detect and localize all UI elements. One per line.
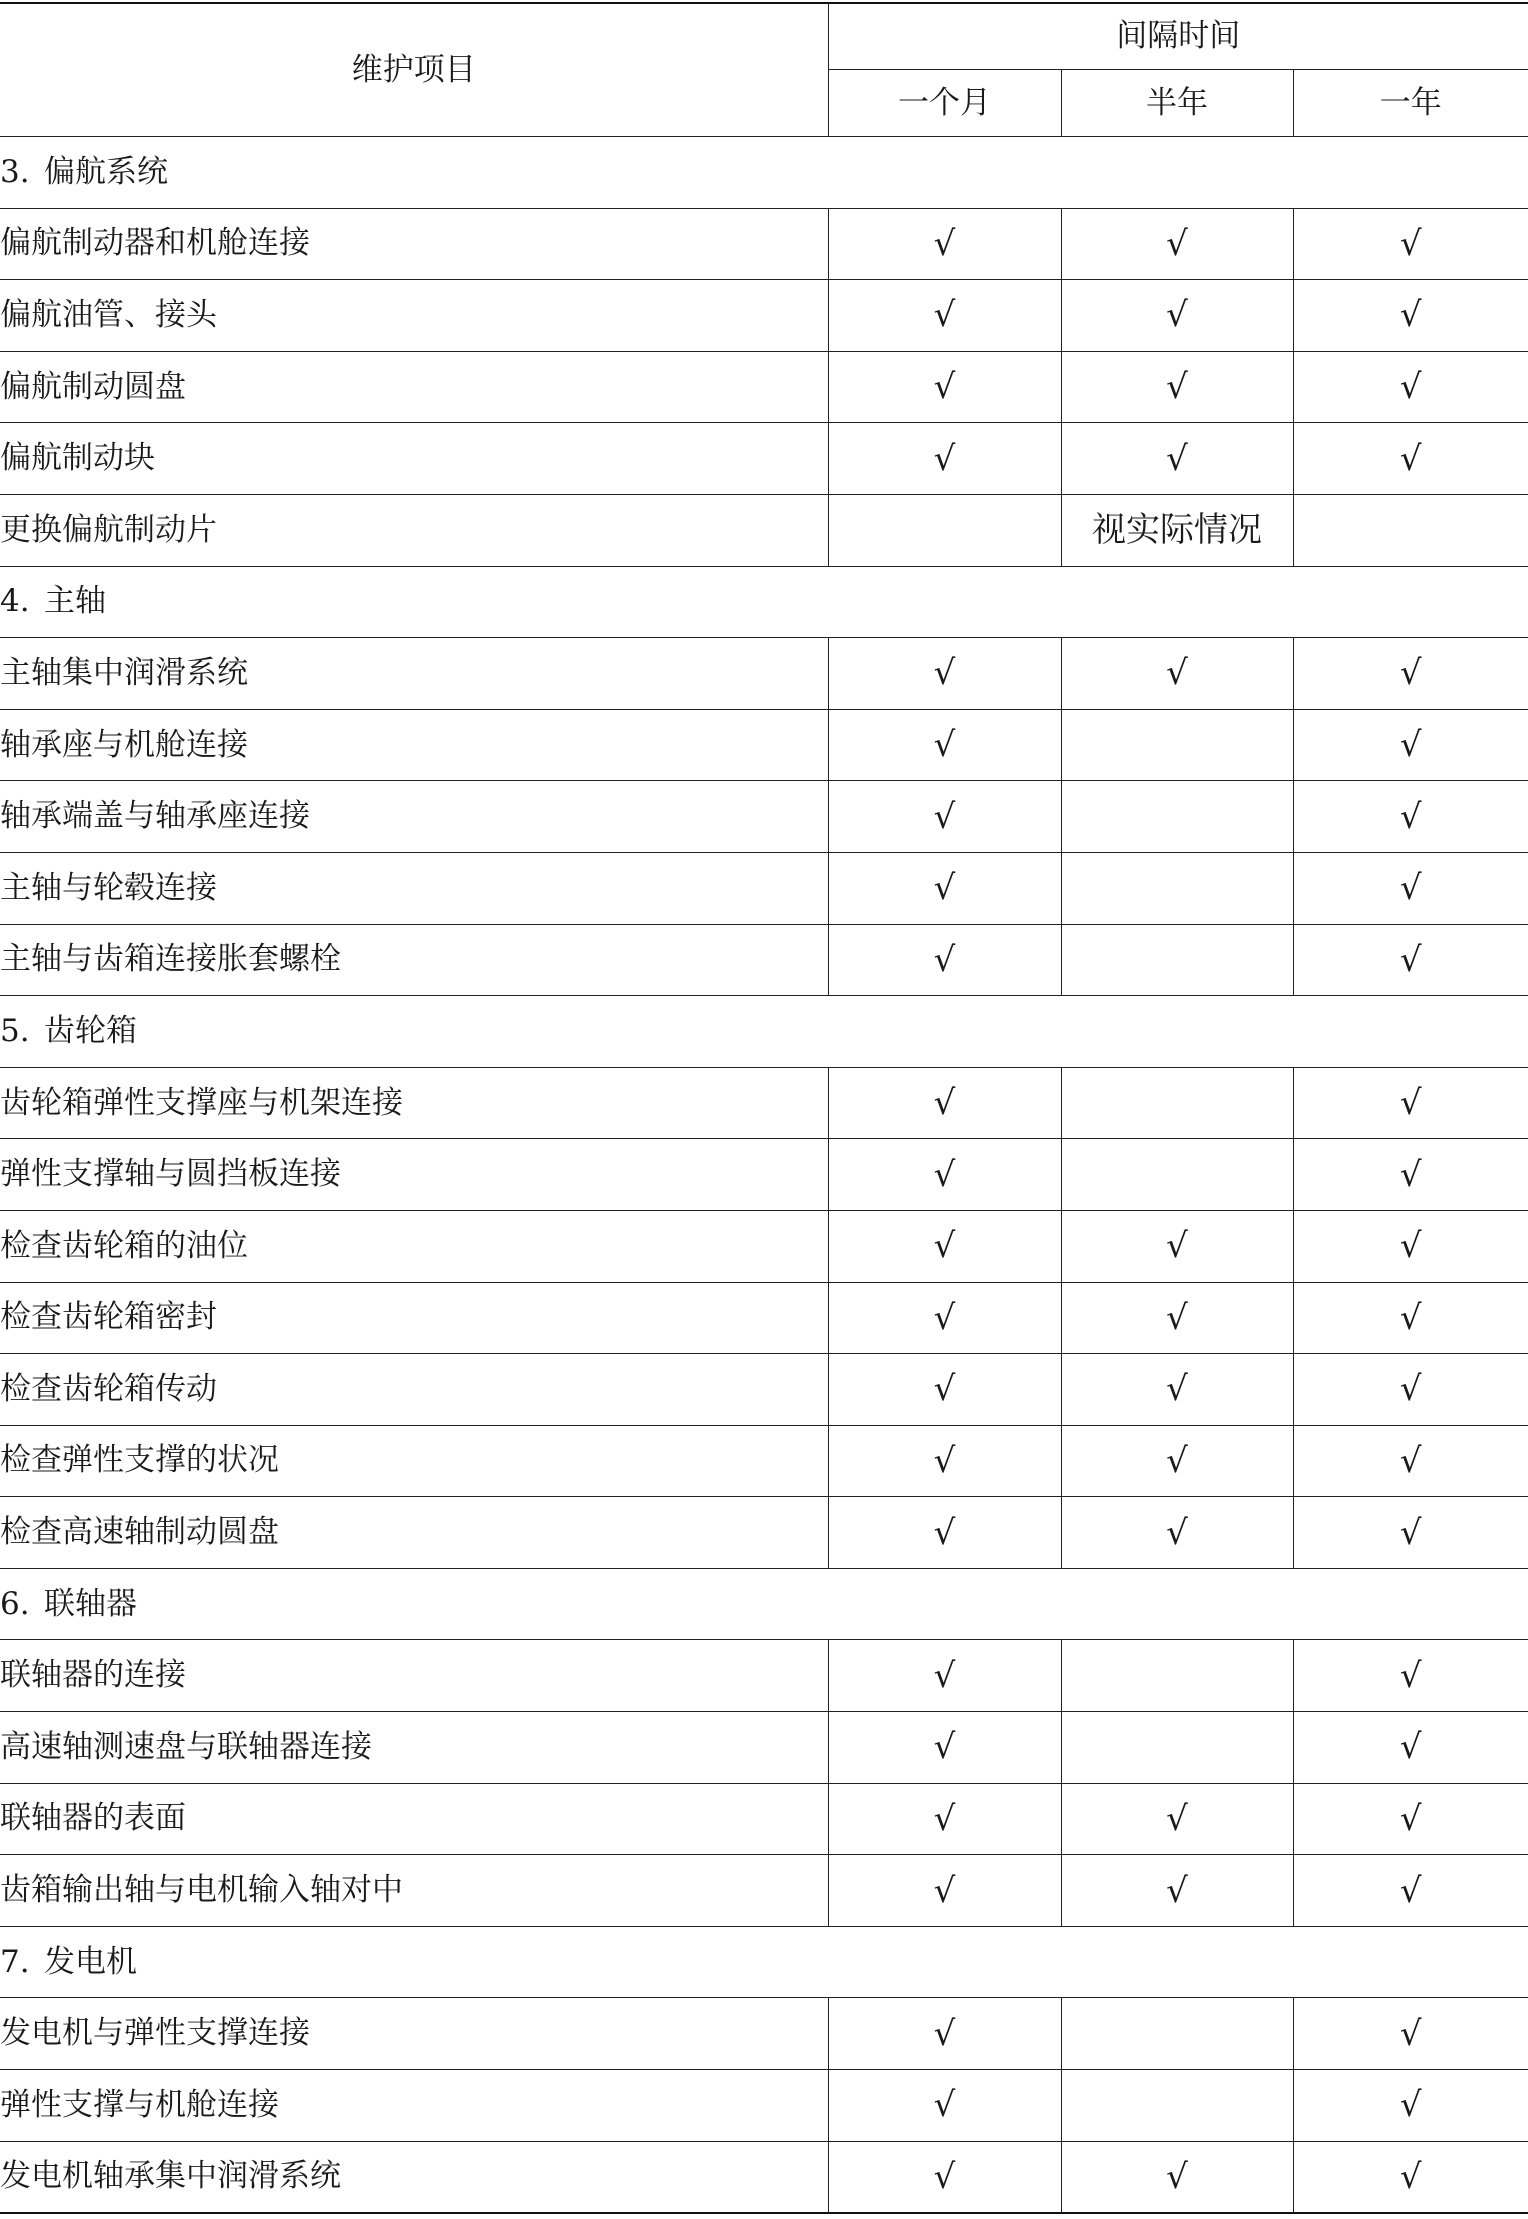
item-name: 高速轴测速盘与联轴器连接: [0, 1712, 828, 1784]
item-name: 联轴器的表面: [0, 1783, 828, 1855]
section-label: 齿轮箱: [44, 1012, 137, 1049]
item-name: 检查弹性支撑的状况: [0, 1425, 828, 1497]
section-label: 主轴: [44, 583, 106, 620]
table-row: [0, 1712, 1528, 1784]
interval-cell-year: √: [1293, 2141, 1528, 2213]
interval-cell-half-year: √: [1061, 351, 1293, 423]
interval-cell-year: √: [1293, 1783, 1528, 1855]
interval-cell-half-year: [1061, 924, 1293, 996]
interval-cell-month: √: [828, 1998, 1061, 2070]
interval-cell-year: √: [1293, 1210, 1528, 1282]
interval-cell-year: √: [1293, 1282, 1528, 1354]
interval-cell-half-year: [1061, 709, 1293, 781]
section-number: 4.: [0, 583, 30, 620]
interval-cell-month: √: [828, 2070, 1061, 2142]
table-row: [0, 2070, 1528, 2142]
interval-cell-month: √: [828, 1855, 1061, 1927]
interval-cell-month: √: [828, 208, 1061, 280]
header-interval-group: 间隔时间: [828, 3, 1528, 70]
interval-cell-month: √: [828, 852, 1061, 924]
interval-cell-year: √: [1293, 1497, 1528, 1569]
item-name: 弹性支撑轴与圆挡板连接: [0, 1139, 828, 1211]
interval-cell-month: √: [828, 1282, 1061, 1354]
interval-cell-half-year: [1061, 2070, 1293, 2142]
interval-cell-half-year: √: [1061, 1425, 1293, 1497]
item-name: 检查高速轴制动圆盘: [0, 1497, 828, 1569]
interval-cell-half-year: [1061, 1998, 1293, 2070]
interval-cell-month: √: [828, 924, 1061, 996]
section-title: [0, 1568, 1528, 1640]
header-maintenance-item: 维护项目: [0, 3, 828, 137]
interval-cell-half-year: [1061, 1067, 1293, 1139]
interval-cell-month: √: [828, 351, 1061, 423]
interval-cell-half-year: [1061, 1640, 1293, 1712]
interval-cell-month: √: [828, 1139, 1061, 1211]
section-row: [0, 996, 1528, 1068]
section-label: 发电机: [44, 1943, 137, 1980]
interval-cell-half-year: [1061, 1712, 1293, 1784]
item-name: 发电机轴承集中润滑系统: [0, 2141, 828, 2213]
maintenance-schedule-table: [0, 2, 1528, 2214]
item-name: 弹性支撑与机舱连接: [0, 2070, 828, 2142]
table-row: [0, 1783, 1528, 1855]
section-title: [0, 1926, 1528, 1998]
interval-cell-year: √: [1293, 852, 1528, 924]
interval-cell-month: √: [828, 1067, 1061, 1139]
interval-cell-year: √: [1293, 1640, 1528, 1712]
section-title: [0, 566, 1528, 638]
item-name: 偏航制动块: [0, 423, 828, 495]
table-row: [0, 1282, 1528, 1354]
interval-cell-half-year: 视实际情况: [1061, 494, 1293, 566]
table-row: [0, 852, 1528, 924]
table-row: [0, 1497, 1528, 1569]
section-row: [0, 1568, 1528, 1640]
section-number: 3.: [0, 153, 30, 190]
section-label: 偏航系统: [44, 153, 168, 190]
interval-cell-half-year: √: [1061, 423, 1293, 495]
header-interval-year: 一年: [1293, 70, 1528, 137]
table-row: [0, 423, 1528, 495]
item-name: 偏航油管、接头: [0, 280, 828, 352]
table-row: [0, 494, 1528, 566]
table-row: [0, 781, 1528, 853]
item-name: 检查齿轮箱传动: [0, 1354, 828, 1426]
table-row: [0, 1998, 1528, 2070]
interval-cell-half-year: √: [1061, 1497, 1293, 1569]
header-interval-half-year: 半年: [1061, 70, 1293, 137]
table-row: [0, 1425, 1528, 1497]
interval-cell-half-year: √: [1061, 638, 1293, 710]
item-name: 齿箱输出轴与电机输入轴对中: [0, 1855, 828, 1927]
interval-cell-month: √: [828, 1783, 1061, 1855]
section-row: [0, 566, 1528, 638]
interval-cell-year: √: [1293, 351, 1528, 423]
interval-cell-month: √: [828, 1210, 1061, 1282]
item-name: 发电机与弹性支撑连接: [0, 1998, 828, 2070]
interval-cell-half-year: √: [1061, 1783, 1293, 1855]
interval-cell-year: √: [1293, 1855, 1528, 1927]
interval-cell-year: √: [1293, 1425, 1528, 1497]
interval-cell-half-year: √: [1061, 280, 1293, 352]
interval-cell-half-year: √: [1061, 2141, 1293, 2213]
section-number: 5.: [0, 1012, 30, 1049]
interval-cell-half-year: [1061, 1139, 1293, 1211]
interval-cell-month: √: [828, 781, 1061, 853]
interval-cell-half-year: √: [1061, 1354, 1293, 1426]
item-name: 检查齿轮箱的油位: [0, 1210, 828, 1282]
table-row: [0, 638, 1528, 710]
interval-cell-month: √: [828, 1425, 1061, 1497]
item-name: 联轴器的连接: [0, 1640, 828, 1712]
interval-cell-year: √: [1293, 1354, 1528, 1426]
item-name: 齿轮箱弹性支撑座与机架连接: [0, 1067, 828, 1139]
table-row: [0, 208, 1528, 280]
table-row: [0, 351, 1528, 423]
interval-cell-year: √: [1293, 781, 1528, 853]
interval-cell-month: √: [828, 2141, 1061, 2213]
interval-cell-month: √: [828, 638, 1061, 710]
table-body: [0, 137, 1528, 2214]
interval-cell-year: √: [1293, 638, 1528, 710]
table-row: [0, 1354, 1528, 1426]
interval-cell-year: √: [1293, 2070, 1528, 2142]
table-row: [0, 924, 1528, 996]
section-label: 联轴器: [44, 1585, 137, 1622]
interval-cell-year: √: [1293, 280, 1528, 352]
table-row: [0, 1210, 1528, 1282]
interval-cell-year: √: [1293, 709, 1528, 781]
interval-cell-half-year: √: [1061, 1855, 1293, 1927]
section-row: [0, 137, 1528, 209]
table-row: [0, 2141, 1528, 2213]
interval-cell-year: √: [1293, 1139, 1528, 1211]
interval-cell-month: √: [828, 280, 1061, 352]
item-name: 主轴与轮毂连接: [0, 852, 828, 924]
item-name: 主轴集中润滑系统: [0, 638, 828, 710]
section-row: [0, 1926, 1528, 1998]
interval-cell-half-year: √: [1061, 1210, 1293, 1282]
item-name: 检查齿轮箱密封: [0, 1282, 828, 1354]
table-row: [0, 1139, 1528, 1211]
interval-cell-year: √: [1293, 1998, 1528, 2070]
interval-cell-month: √: [828, 709, 1061, 781]
interval-cell-month: [828, 494, 1061, 566]
interval-cell-month: √: [828, 1712, 1061, 1784]
interval-cell-year: √: [1293, 1067, 1528, 1139]
section-title: [0, 137, 1528, 209]
table-row: [0, 1640, 1528, 1712]
table-row: [0, 1067, 1528, 1139]
header-interval-month: 一个月: [828, 70, 1061, 137]
table-row: [0, 709, 1528, 781]
interval-cell-year: √: [1293, 208, 1528, 280]
interval-cell-month: √: [828, 1640, 1061, 1712]
interval-cell-year: √: [1293, 1712, 1528, 1784]
item-name: 偏航制动器和机舱连接: [0, 208, 828, 280]
item-name: 轴承座与机舱连接: [0, 709, 828, 781]
section-title: [0, 996, 1528, 1068]
interval-cell-half-year: √: [1061, 208, 1293, 280]
interval-cell-half-year: √: [1061, 1282, 1293, 1354]
item-name: 主轴与齿箱连接胀套螺栓: [0, 924, 828, 996]
interval-cell-year: [1293, 494, 1528, 566]
table-row: [0, 1855, 1528, 1927]
interval-cell-month: √: [828, 1497, 1061, 1569]
interval-cell-half-year: [1061, 781, 1293, 853]
section-number: 6.: [0, 1585, 30, 1622]
item-name: 轴承端盖与轴承座连接: [0, 781, 828, 853]
interval-cell-year: √: [1293, 423, 1528, 495]
interval-cell-month: √: [828, 1354, 1061, 1426]
interval-cell-year: √: [1293, 924, 1528, 996]
table-row: [0, 280, 1528, 352]
interval-cell-month: √: [828, 423, 1061, 495]
interval-cell-half-year: [1061, 852, 1293, 924]
item-name: 偏航制动圆盘: [0, 351, 828, 423]
item-name: 更换偏航制动片: [0, 494, 828, 566]
section-number: 7.: [0, 1943, 30, 1980]
